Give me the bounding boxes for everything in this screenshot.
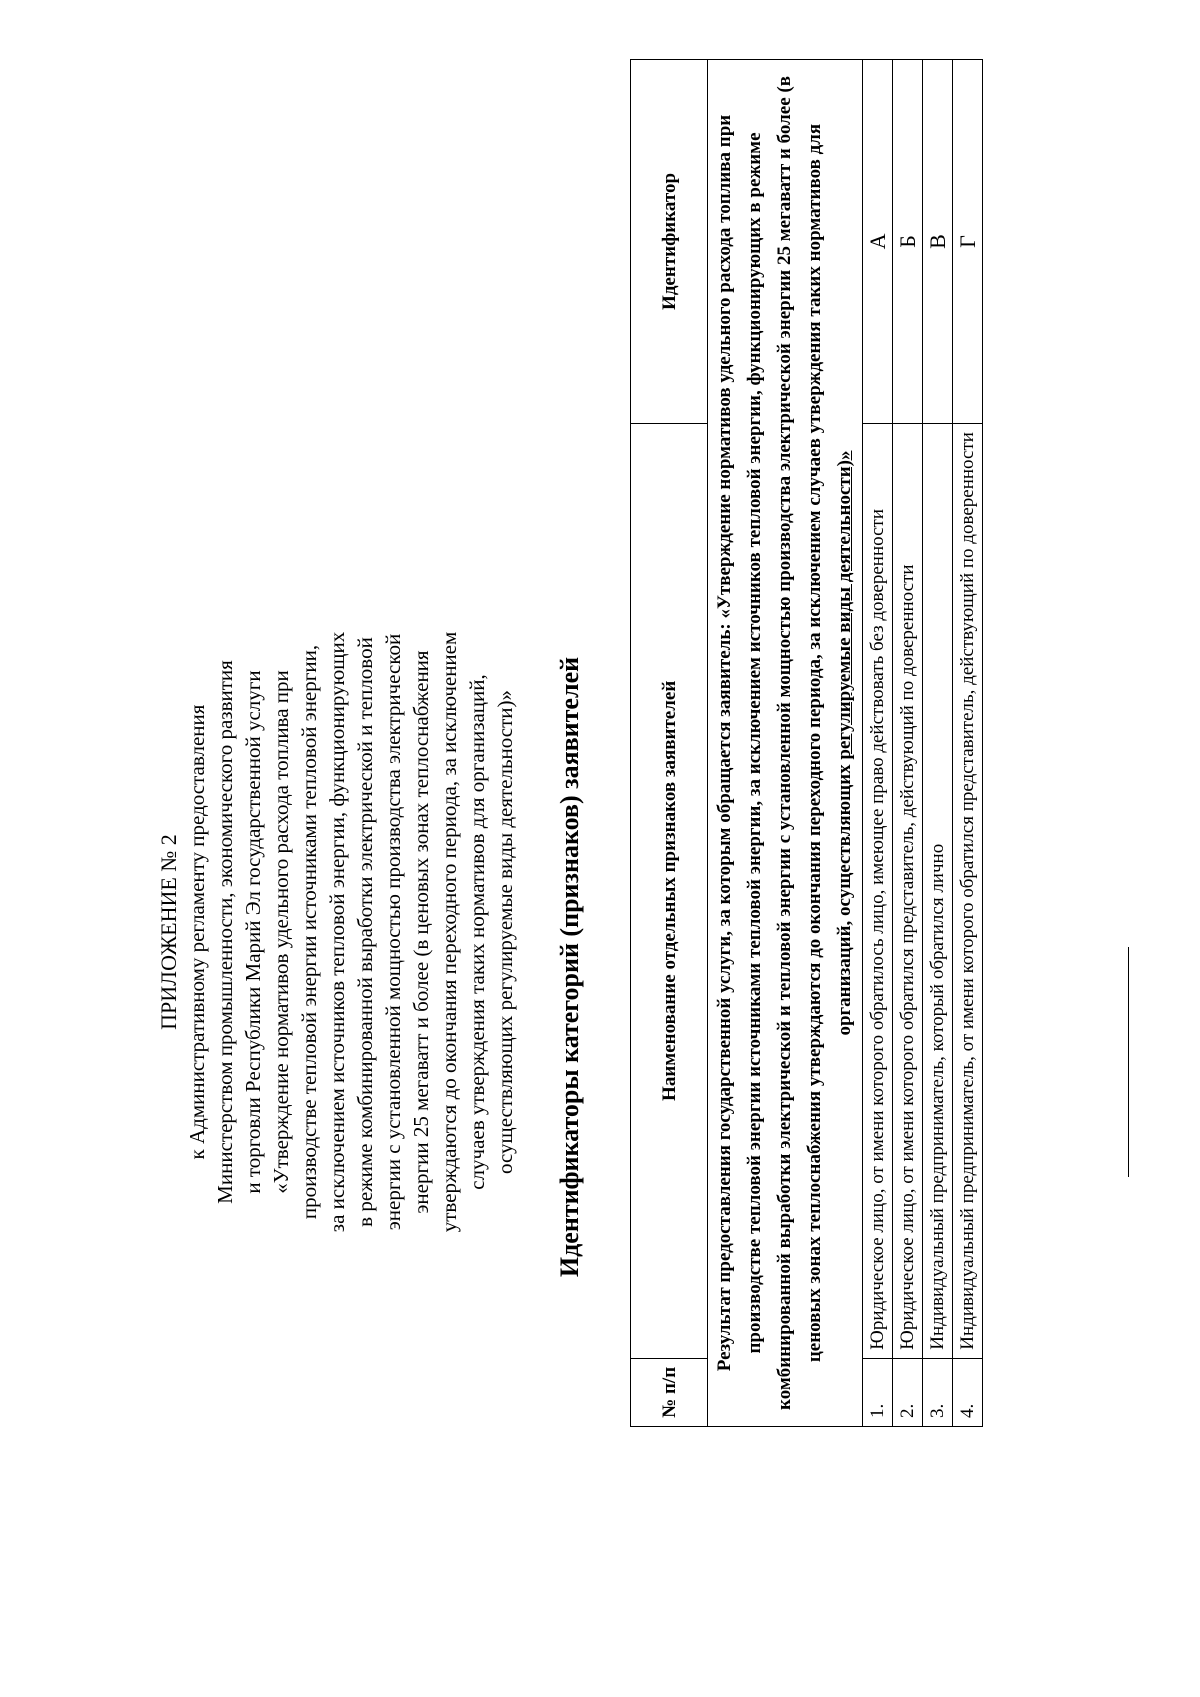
header-name: Наименование отдельных признаков заявителей bbox=[631, 423, 708, 1358]
header-id: Идентификатор bbox=[631, 60, 708, 424]
appendix-header bbox=[155, 332, 519, 1532]
table-row bbox=[953, 60, 983, 1427]
row-num: 3. bbox=[923, 1358, 953, 1426]
table-header-row bbox=[631, 60, 708, 1427]
table-title: Идентификаторы категорий (признаков) заявителей bbox=[555, 656, 584, 1278]
appendix-line: в режиме комбинированной выработки электрической и тепловой bbox=[353, 637, 377, 1227]
appendix-line: энергии с установленной мощностью производства электрической bbox=[381, 633, 405, 1231]
result-text: Результат предоставления государственной услуги, за которым обращается заявитель: «Утверждение нормативов удельного расхода топлива при производстве тепловой энергии источниками тепловой энергии, за исключением источников тепловой энергии, функционирующих в режиме комбинированной выработки электрической и тепловой энергии с установленной мощностью производства электрической энергии 25 мегаватт и более (в ценовых зонах теплоснабжения утверждаются до окончания переходного периода, за исключением случаев утверждения таких нормативов для организаций, осуществляющих bbox=[714, 76, 855, 1410]
appendix-line: производстве тепловой энергии источниками тепловой энергии, bbox=[297, 644, 321, 1220]
appendix-line: к Административному регламенту предоставления bbox=[185, 704, 209, 1160]
row-identifier: Г bbox=[953, 60, 983, 424]
appendix-line: и торговли Республики Марий Эл государственной услуги bbox=[241, 670, 265, 1194]
row-description: Юридическое лицо, от имени которого обратился представитель, действующий по доверенности bbox=[893, 423, 923, 1358]
appendix-line: «Утверждение нормативов удельного расхода топлива при bbox=[269, 670, 293, 1194]
applicant-identifiers-table bbox=[630, 59, 983, 1427]
row-num: 2. bbox=[893, 1358, 923, 1426]
row-identifier: А bbox=[863, 60, 893, 424]
result-text-underlined: регулируемые виды деятельности)» bbox=[834, 450, 855, 760]
result-row bbox=[708, 60, 863, 1427]
row-description: Индивидуальный предприниматель, который обратился лично bbox=[923, 423, 953, 1358]
divider-line bbox=[1128, 947, 1129, 1177]
result-cell bbox=[708, 60, 863, 1427]
appendix-line: ПРИЛОЖЕНИЕ № 2 bbox=[156, 834, 181, 1030]
row-num: 1. bbox=[863, 1358, 893, 1426]
appendix-line: Министерством промышленности, экономического развития bbox=[213, 660, 237, 1204]
row-description: Юридическое лицо, от имени которого обратилось лицо, имеющее право действовать без доверенности bbox=[863, 423, 893, 1358]
appendix-line: случаев утверждения таких нормативов для организаций, bbox=[465, 674, 489, 1190]
header-num: № п/п bbox=[631, 1358, 708, 1426]
appendix-line: осуществляющих регулируемые виды деятельности)» bbox=[493, 689, 517, 1175]
row-identifier: В bbox=[923, 60, 953, 424]
row-description: Индивидуальный предприниматель, от имени которого обратился представитель, действующий по доверенности bbox=[953, 423, 983, 1358]
row-identifier: Б bbox=[893, 60, 923, 424]
appendix-line: за исключением источников тепловой энергии, функционирующих bbox=[325, 631, 349, 1233]
table-row bbox=[923, 60, 953, 1427]
table-row bbox=[893, 60, 923, 1427]
table-row bbox=[863, 60, 893, 1427]
appendix-line: энергии 25 мегаватт и более (в ценовых зонах теплоснабжения bbox=[409, 650, 433, 1214]
appendix-line: утверждаются до окончания переходного периода, за исключением bbox=[437, 631, 461, 1233]
row-num: 4. bbox=[953, 1358, 983, 1426]
